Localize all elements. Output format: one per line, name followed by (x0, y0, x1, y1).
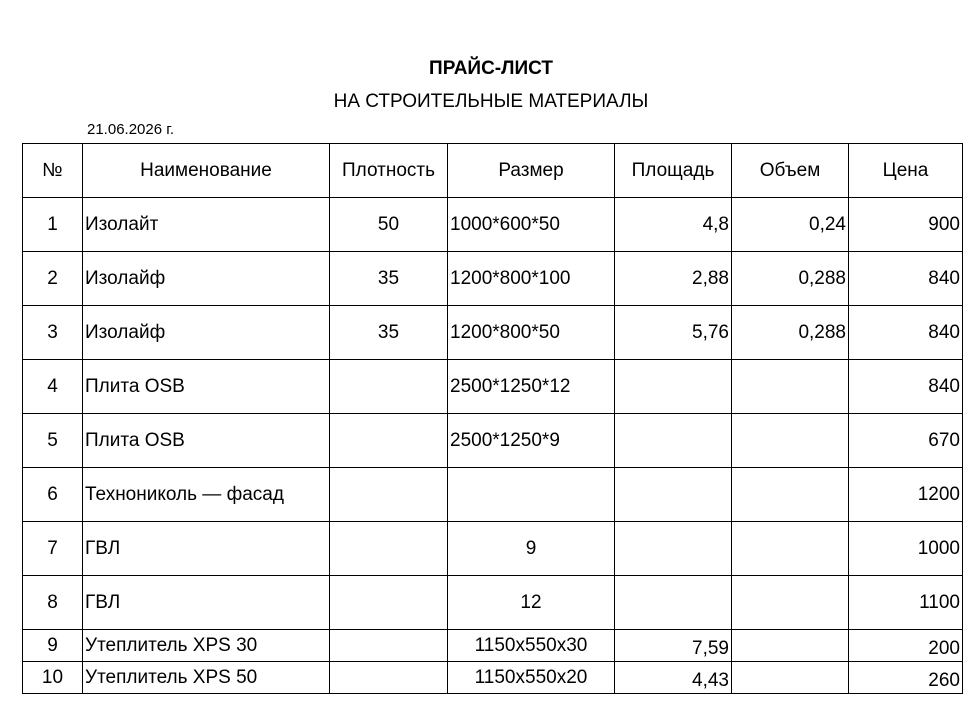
cell-price: 260 (849, 662, 963, 694)
cell-area: 4,43 (615, 662, 732, 694)
cell-name: Изолайт (83, 198, 330, 252)
cell-density (330, 360, 448, 414)
cell-density: 35 (330, 306, 448, 360)
cell-volume (732, 522, 849, 576)
price-table (22, 143, 963, 694)
cell-size: 1200*800*100 (448, 252, 615, 306)
cell-area (615, 414, 732, 468)
table-row (23, 198, 963, 252)
table-header-row (23, 144, 963, 198)
page-subtitle: НА СТРОИТЕЛЬНЫЕ МАТЕРИАЛЫ (333, 91, 649, 112)
col-header-volume: Объем (732, 144, 849, 198)
cell-density: 50 (330, 198, 448, 252)
cell-area: 2,88 (615, 252, 732, 306)
cell-price: 1100 (849, 576, 963, 630)
cell-price: 900 (849, 198, 963, 252)
cell-price: 840 (849, 360, 963, 414)
cell-price: 200 (849, 630, 963, 662)
cell-size: 2500*1250*12 (448, 360, 615, 414)
cell-area (615, 522, 732, 576)
cell-num: 3 (23, 306, 83, 360)
cell-area: 4,8 (615, 198, 732, 252)
col-header-price: Цена (849, 144, 963, 198)
cell-size: 1200*800*50 (448, 306, 615, 360)
cell-size: 1150x550x30 (448, 630, 615, 662)
cell-num: 8 (23, 576, 83, 630)
page-title: ПРАЙС-ЛИСТ (429, 58, 553, 79)
cell-size: 2500*1250*9 (448, 414, 615, 468)
cell-size: 12 (448, 576, 615, 630)
cell-density (330, 414, 448, 468)
cell-density (330, 468, 448, 522)
table-row (23, 360, 963, 414)
table-row (23, 630, 963, 662)
cell-size: 1000*600*50 (448, 198, 615, 252)
cell-price: 1000 (849, 522, 963, 576)
table-row (23, 576, 963, 630)
cell-area: 7,59 (615, 630, 732, 662)
cell-num: 6 (23, 468, 83, 522)
cell-name: Утеплитель XPS 30 (83, 630, 330, 662)
cell-name: ГВЛ (83, 522, 330, 576)
cell-name: ГВЛ (83, 576, 330, 630)
cell-size (448, 468, 615, 522)
cell-volume (732, 414, 849, 468)
cell-num: 2 (23, 252, 83, 306)
cell-area (615, 468, 732, 522)
col-header-name: Наименование (83, 144, 330, 198)
cell-density (330, 522, 448, 576)
cell-area (615, 360, 732, 414)
cell-name: Изолайф (83, 306, 330, 360)
cell-num: 4 (23, 360, 83, 414)
cell-num: 10 (23, 662, 83, 694)
cell-price: 1200 (849, 468, 963, 522)
cell-density (330, 662, 448, 694)
col-header-num: № (23, 144, 83, 198)
col-header-density: Плотность (330, 144, 448, 198)
cell-name: Плита OSB (83, 414, 330, 468)
cell-density (330, 630, 448, 662)
cell-volume (732, 576, 849, 630)
table-row (23, 414, 963, 468)
cell-name: Технониколь — фасад (83, 468, 330, 522)
cell-volume (732, 360, 849, 414)
cell-density (330, 576, 448, 630)
cell-num: 5 (23, 414, 83, 468)
table-row (23, 522, 963, 576)
cell-name: Утеплитель XPS 50 (83, 662, 330, 694)
cell-density: 35 (330, 252, 448, 306)
cell-name: Плита OSB (83, 360, 330, 414)
cell-volume (732, 630, 849, 662)
cell-name: Изолайф (83, 252, 330, 306)
cell-volume (732, 662, 849, 694)
col-header-size: Размер (448, 144, 615, 198)
cell-num: 9 (23, 630, 83, 662)
cell-volume (732, 468, 849, 522)
cell-price: 840 (849, 252, 963, 306)
cell-num: 7 (23, 522, 83, 576)
cell-volume: 0,288 (732, 306, 849, 360)
table-row (23, 252, 963, 306)
cell-volume: 0,288 (732, 252, 849, 306)
cell-area: 5,76 (615, 306, 732, 360)
cell-volume: 0,24 (732, 198, 849, 252)
cell-num: 1 (23, 198, 83, 252)
cell-area (615, 576, 732, 630)
table-row (23, 662, 963, 694)
cell-price: 670 (849, 414, 963, 468)
col-header-area: Площадь (615, 144, 732, 198)
cell-size: 1150x550x20 (448, 662, 615, 694)
table-row (23, 306, 963, 360)
cell-price: 840 (849, 306, 963, 360)
document-date: 21.06.2026 г. (87, 121, 175, 138)
cell-size: 9 (448, 522, 615, 576)
table-row (23, 468, 963, 522)
